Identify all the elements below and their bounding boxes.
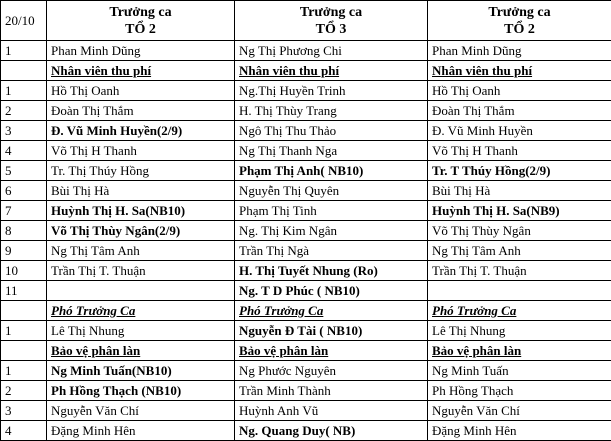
staff-name: Bảo vệ phân làn — [239, 343, 328, 358]
staff-name: Võ Thị Thùy Ngân(2/9) — [51, 223, 180, 238]
staff-cell-col-3 — [428, 321, 611, 341]
staff-name: Võ Thị H Thanh — [432, 143, 518, 158]
staff-name: Ng Minh Tuấn — [432, 363, 509, 378]
staff-cell-col-3 — [428, 261, 611, 281]
staff-name: Hồ Thị Oanh — [51, 83, 119, 98]
header-col-2-team: TỔ 3 — [235, 21, 427, 38]
staff-cell-col-2 — [235, 141, 428, 161]
staff-cell-col-2 — [235, 261, 428, 281]
staff-name: Trần Thị T. Thuận — [432, 263, 527, 278]
staff-name: Đoàn Thị Thắm — [432, 103, 515, 118]
staff-cell-col-3 — [428, 101, 611, 121]
staff-cell-col-3 — [428, 381, 611, 401]
staff-name: Hồ Thị Oanh — [432, 83, 500, 98]
row-number-cell: 1 — [1, 81, 47, 101]
staff-cell-col-3 — [428, 401, 611, 421]
row-number-cell: 1 — [1, 41, 47, 61]
staff-name: Huỳnh Anh Vũ — [239, 403, 318, 418]
header-col-1-team: TỔ 2 — [47, 21, 234, 38]
staff-cell-col-3 — [428, 41, 611, 61]
staff-cell-col-3 — [428, 281, 611, 301]
staff-cell-col-1 — [47, 301, 235, 321]
staff-cell-col-2 — [235, 301, 428, 321]
header-row — [1, 1, 611, 41]
date-cell: 20/10 — [1, 1, 47, 41]
header-col-1-title: Trưởng ca — [47, 4, 234, 21]
staff-cell-col-2 — [235, 241, 428, 261]
header-col-2 — [235, 1, 428, 41]
staff-name: Đoàn Thị Thắm — [51, 103, 134, 118]
staff-cell-col-2 — [235, 361, 428, 381]
staff-name: Phó Trưởng Ca — [51, 303, 135, 318]
staff-cell-col-1 — [47, 281, 235, 301]
staff-cell-col-1 — [47, 161, 235, 181]
staff-cell-col-3 — [428, 241, 611, 261]
row-number-cell: 4 — [1, 141, 47, 161]
staff-cell-col-3 — [428, 141, 611, 161]
staff-name: Nhân viên thu phí — [239, 63, 339, 78]
staff-cell-col-3 — [428, 61, 611, 81]
staff-name: Nguyễn Văn Chí — [432, 403, 520, 418]
staff-cell-col-1 — [47, 61, 235, 81]
staff-cell-col-1 — [47, 401, 235, 421]
staff-name: Tr. Thị Thúy Hồng — [51, 163, 149, 178]
staff-cell-col-2 — [235, 61, 428, 81]
staff-cell-col-3 — [428, 81, 611, 101]
staff-name: Ng Phước Nguyên — [239, 363, 336, 378]
row-number-cell: 8 — [1, 221, 47, 241]
staff-cell-col-3 — [428, 361, 611, 381]
table-row — [1, 121, 611, 141]
row-number-cell: 2 — [1, 381, 47, 401]
staff-name: Ng Thị Phương Chi — [239, 43, 342, 58]
table-row — [1, 321, 611, 341]
table-row — [1, 381, 611, 401]
staff-name: Ng Thị Tâm Anh — [432, 243, 521, 258]
header-col-3-title: Trưởng ca — [428, 4, 611, 21]
staff-name: Trần Minh Thành — [239, 383, 331, 398]
staff-name: Trần Thị Ngà — [239, 243, 309, 258]
header-col-2-title: Trưởng ca — [235, 4, 427, 21]
staff-cell-col-2 — [235, 381, 428, 401]
row-number-cell: 7 — [1, 201, 47, 221]
table-row — [1, 241, 611, 261]
staff-name: H. Thị Thùy Trang — [239, 103, 337, 118]
table-row — [1, 141, 611, 161]
staff-name: Ng Thị Tâm Anh — [51, 243, 140, 258]
staff-cell-col-3 — [428, 301, 611, 321]
row-number-cell: 6 — [1, 181, 47, 201]
roster-body — [1, 1, 611, 441]
staff-name: Ng.Thị Huyền Trinh — [239, 83, 346, 98]
table-row — [1, 81, 611, 101]
staff-cell-col-1 — [47, 341, 235, 361]
staff-cell-col-2 — [235, 121, 428, 141]
table-row — [1, 101, 611, 121]
header-col-1 — [47, 1, 235, 41]
staff-cell-col-3 — [428, 121, 611, 141]
row-number-cell — [1, 301, 47, 321]
staff-cell-col-2 — [235, 281, 428, 301]
staff-name: Ph Hồng Thạch (NB10) — [51, 383, 181, 398]
table-row — [1, 161, 611, 181]
table-row — [1, 181, 611, 201]
row-number-cell: 1 — [1, 321, 47, 341]
staff-cell-col-3 — [428, 341, 611, 361]
staff-name: Ng. Thị Kim Ngân — [239, 223, 337, 238]
table-row — [1, 261, 611, 281]
staff-cell-col-2 — [235, 401, 428, 421]
staff-cell-col-2 — [235, 201, 428, 221]
staff-cell-col-2 — [235, 321, 428, 341]
staff-cell-col-2 — [235, 101, 428, 121]
staff-name: Ng Thị Thanh Nga — [239, 143, 337, 158]
staff-cell-col-1 — [47, 41, 235, 61]
staff-cell-col-3 — [428, 221, 611, 241]
staff-cell-col-1 — [47, 201, 235, 221]
staff-name: Phan Minh Dũng — [51, 43, 141, 58]
staff-cell-col-3 — [428, 181, 611, 201]
staff-name: Nhân viên thu phí — [432, 63, 532, 78]
staff-cell-col-1 — [47, 261, 235, 281]
table-row — [1, 401, 611, 421]
staff-cell-col-2 — [235, 161, 428, 181]
staff-name: Bùi Thị Hà — [432, 183, 490, 198]
row-number-cell: 3 — [1, 401, 47, 421]
staff-name: Lê Thị Nhung — [51, 323, 124, 338]
staff-cell-col-2 — [235, 221, 428, 241]
staff-name: Phạm Thị Tinh — [239, 203, 317, 218]
staff-cell-col-1 — [47, 81, 235, 101]
staff-name: Ph Hồng Thạch — [432, 383, 513, 398]
staff-cell-col-2 — [235, 81, 428, 101]
staff-name: Phó Trưởng Ca — [432, 303, 516, 318]
staff-cell-col-1 — [47, 221, 235, 241]
staff-name: Ng. Quang Duy( NB) — [239, 423, 355, 438]
staff-name: Nguyễn Văn Chí — [51, 403, 139, 418]
staff-name: Phó Trưởng Ca — [239, 303, 323, 318]
staff-name: Nguyễn Thị Quyên — [239, 183, 339, 198]
staff-name: Ngô Thị Thu Thảo — [239, 123, 336, 138]
staff-name: Nguyễn Đ Tài ( NB10) — [239, 323, 362, 338]
staff-cell-col-1 — [47, 181, 235, 201]
staff-cell-col-2 — [235, 41, 428, 61]
staff-cell-col-2 — [235, 181, 428, 201]
staff-name: Ng Minh Tuấn(NB10) — [51, 363, 172, 378]
staff-cell-col-1 — [47, 101, 235, 121]
header-col-3 — [428, 1, 611, 41]
staff-name: Bùi Thị Hà — [51, 183, 109, 198]
staff-name: Nhân viên thu phí — [51, 63, 151, 78]
staff-name: Đặng Minh Hên — [432, 423, 517, 438]
row-number-cell: 1 — [1, 361, 47, 381]
staff-cell-col-3 — [428, 201, 611, 221]
staff-name: Phạm Thị Anh( NB10) — [239, 163, 363, 178]
staff-name: H. Thị Tuyết Nhung (Ro) — [239, 263, 378, 278]
staff-name: Tr. T Thúy Hồng(2/9) — [432, 163, 551, 178]
table-row — [1, 301, 611, 321]
staff-cell-col-1 — [47, 241, 235, 261]
staff-name: Lê Thị Nhung — [432, 323, 505, 338]
table-row — [1, 221, 611, 241]
row-number-cell: 9 — [1, 241, 47, 261]
table-row — [1, 281, 611, 301]
staff-name: Đ. Vũ Minh Huyền(2/9) — [51, 123, 182, 138]
staff-name: Huỳnh Thị H. Sa(NB10) — [51, 203, 185, 218]
table-row — [1, 41, 611, 61]
row-number-cell: 11 — [1, 281, 47, 301]
row-number-cell — [1, 61, 47, 81]
staff-name: Trần Thị T. Thuận — [51, 263, 146, 278]
table-row — [1, 341, 611, 361]
row-number-cell: 10 — [1, 261, 47, 281]
row-number-cell: 2 — [1, 101, 47, 121]
header-col-3-team: TỔ 2 — [428, 21, 611, 38]
table-row — [1, 361, 611, 381]
staff-cell-col-1 — [47, 381, 235, 401]
staff-name: Huỳnh Thị H. Sa(NB9) — [432, 203, 560, 218]
staff-cell-col-1 — [47, 321, 235, 341]
staff-cell-col-1 — [47, 141, 235, 161]
staff-name: Võ Thị Thùy Ngân — [432, 223, 531, 238]
row-number-cell: 3 — [1, 121, 47, 141]
staff-name: Ng. T D Phúc ( NB10) — [239, 283, 360, 298]
staff-name: Đặng Minh Hên — [51, 423, 136, 438]
staff-name: Bảo vệ phân làn — [51, 343, 140, 358]
staff-name: Bảo vệ phân làn — [432, 343, 521, 358]
table-row — [1, 201, 611, 221]
row-number-cell: 5 — [1, 161, 47, 181]
table-row — [1, 61, 611, 81]
row-number-cell: 4 — [1, 421, 47, 441]
staff-cell-col-2 — [235, 341, 428, 361]
staff-cell-col-1 — [47, 121, 235, 141]
staff-cell-col-1 — [47, 361, 235, 381]
row-number-cell — [1, 341, 47, 361]
staff-name: Phan Minh Dũng — [432, 43, 522, 58]
staff-cell-col-3 — [428, 161, 611, 181]
staff-name: Đ. Vũ Minh Huyền — [432, 123, 533, 138]
staff-name: Võ Thị H Thanh — [51, 143, 137, 158]
